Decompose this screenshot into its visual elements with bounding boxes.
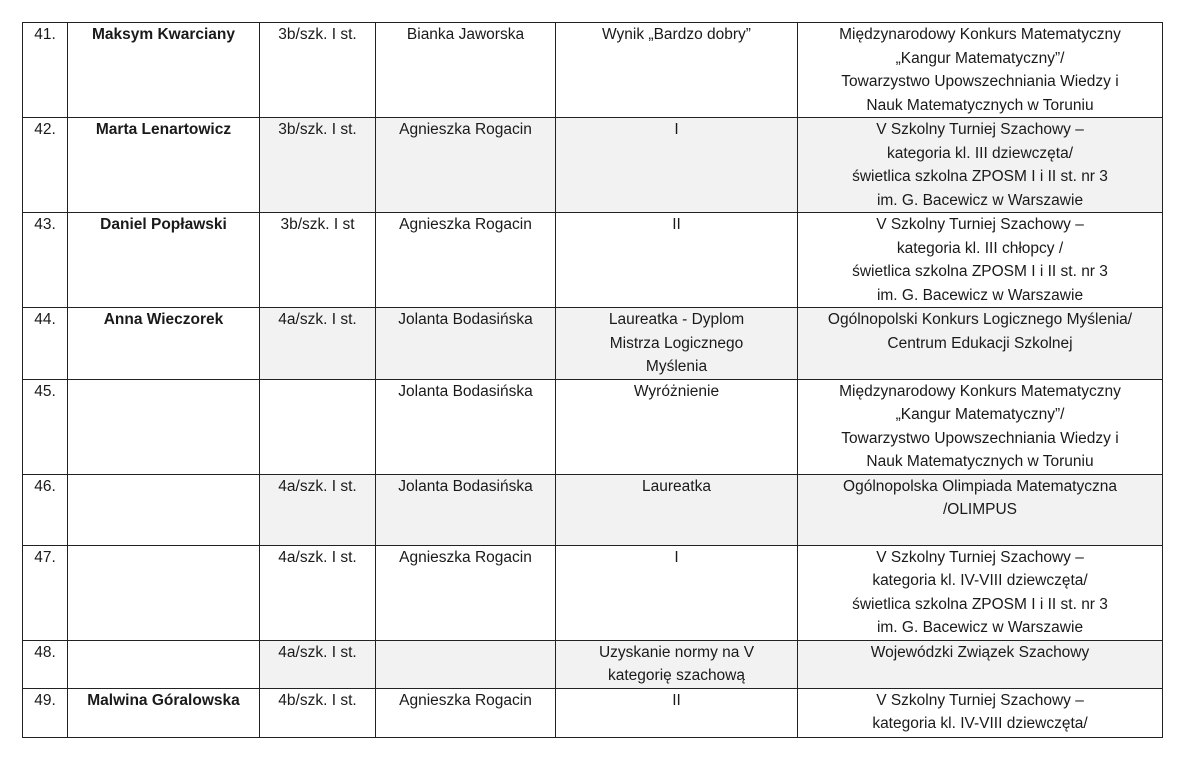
result-cell [556, 545, 798, 640]
teacher-name: Agnieszka Rogacin [399, 548, 532, 566]
row-number-cell [23, 308, 68, 380]
result-line: kategorię szachową [608, 667, 745, 684]
teacher-name-cell [376, 545, 556, 640]
teacher-name: Jolanta Bodasińska [398, 311, 533, 328]
competition-line: kategoria kl. IV-VIII dziewczęta/ [872, 715, 1088, 732]
teacher-name-cell [376, 213, 556, 308]
row-number: 44. [34, 311, 56, 328]
table-row [23, 640, 1163, 688]
competition-line: kategoria kl. III dziewczęta/ [886, 144, 1074, 162]
result-cell [556, 213, 798, 308]
competition-cell [798, 640, 1163, 688]
result-cell [556, 118, 798, 213]
teacher-name: Bianka Jaworska [406, 26, 525, 43]
result-line: Wyróżnienie [633, 382, 720, 400]
competition-line: /OLIMPUS [942, 501, 1018, 518]
teacher-name-cell [376, 23, 556, 118]
result-cell [556, 308, 798, 380]
teacher-name: Agnieszka Rogacin [399, 691, 532, 709]
table-row [23, 213, 1163, 308]
student-name-cell [68, 308, 260, 380]
competition-line: im. G. Bacewicz w Warszawie [876, 286, 1084, 304]
row-number: 48. [34, 643, 56, 661]
competition-line: świetlica szkolna ZPOSM I i II st. nr 3 [852, 263, 1108, 280]
competition-line: Centrum Edukacji Szkolnej [887, 334, 1073, 352]
competition-cell [798, 688, 1163, 737]
row-number-cell [23, 213, 68, 308]
row-number-cell [23, 545, 68, 640]
class-level-cell [260, 308, 376, 380]
class-level: 4a/szk. I st. [278, 548, 357, 566]
student-name-cell [68, 688, 260, 737]
class-level: 4a/szk. I st. [278, 311, 357, 328]
competition-line: „Kangur Matematyczny”/ [895, 49, 1065, 67]
competition-cell [798, 308, 1163, 380]
table-row [23, 688, 1163, 737]
teacher-name-cell [376, 640, 556, 688]
competition-line: Międzynarodowy Konkurs Matematyczny [839, 382, 1121, 400]
class-level-cell [260, 379, 376, 474]
class-level-cell [260, 118, 376, 213]
competition-line: Towarzystwo Upowszechniania Wiedzy i [841, 73, 1119, 90]
table-row [23, 474, 1163, 545]
student-name-cell [68, 474, 260, 545]
competition-cell [798, 213, 1163, 308]
teacher-name-cell [376, 474, 556, 545]
result-line: II [672, 691, 681, 709]
competition-cell [798, 474, 1163, 545]
awards-table-body [23, 23, 1163, 738]
table-row [23, 118, 1163, 213]
competition-line: im. G. Bacewicz w Warszawie [876, 619, 1084, 636]
result-line: I [674, 548, 679, 566]
competition-line: Nauk Matematycznych w Toruniu [866, 96, 1094, 114]
result-line: II [672, 216, 681, 233]
table-row [23, 308, 1163, 380]
table-row [23, 23, 1163, 118]
student-name-cell [68, 118, 260, 213]
awards-table [22, 22, 1163, 738]
result-line: I [674, 121, 679, 138]
competition-line: Ogólnopolska Olimpiada Matematyczna [843, 477, 1117, 495]
class-level: 3b/szk. I st [280, 216, 355, 233]
teacher-name-cell [376, 379, 556, 474]
row-number-cell [23, 688, 68, 737]
result-line: Uzyskanie normy na V [598, 643, 755, 661]
table-row [23, 379, 1163, 474]
result-cell [556, 640, 798, 688]
class-level-cell [260, 474, 376, 545]
class-level-cell [260, 640, 376, 688]
student-name-cell [68, 23, 260, 118]
teacher-name-cell [376, 308, 556, 380]
row-number: 43. [34, 216, 56, 233]
student-name: Marta Lenartowicz [95, 121, 232, 138]
teacher-name: Jolanta Bodasińska [398, 382, 533, 400]
student-name: Anna Wieczorek [103, 311, 224, 328]
result-line: Mistrza Logicznego [609, 334, 744, 352]
teacher-name-cell [376, 118, 556, 213]
row-number-cell [23, 118, 68, 213]
competition-line: świetlica szkolna ZPOSM I i II st. nr 3 [852, 595, 1108, 613]
result-cell [556, 688, 798, 737]
competition-cell [798, 23, 1163, 118]
competition-line: V Szkolny Turniej Szachowy – [876, 121, 1084, 138]
competition-line: Towarzystwo Upowszechniania Wiedzy i [841, 429, 1119, 447]
row-number: 41. [34, 26, 56, 43]
student-name-cell [68, 545, 260, 640]
row-number-cell [23, 640, 68, 688]
student-name-cell [68, 640, 260, 688]
class-level: 4a/szk. I st. [278, 477, 357, 495]
student-name: Maksym Kwarciany [91, 26, 236, 43]
row-number: 42. [34, 121, 56, 138]
class-level: 4a/szk. I st. [278, 643, 357, 661]
class-level-cell [260, 213, 376, 308]
competition-line: kategoria kl. III chłopcy / [896, 239, 1064, 257]
competition-line: im. G. Bacewicz w Warszawie [876, 191, 1084, 209]
class-level-cell [260, 688, 376, 737]
class-level-cell [260, 545, 376, 640]
student-name-cell [68, 213, 260, 308]
student-name: Daniel Popławski [100, 216, 227, 233]
competition-line: V Szkolny Turniej Szachowy – [876, 216, 1084, 233]
competition-line: świetlica szkolna ZPOSM I i II st. nr 3 [852, 168, 1108, 185]
competition-cell [798, 545, 1163, 640]
result-line: Laureatka [642, 477, 711, 495]
competition-line: Wojewódzki Związek Szachowy [870, 643, 1090, 661]
class-level-cell [260, 23, 376, 118]
competition-line: Ogólnopolski Konkurs Logicznego Myślenia/ [827, 311, 1133, 328]
class-level: 4b/szk. I st. [278, 691, 357, 709]
competition-cell [798, 379, 1163, 474]
row-number-cell [23, 379, 68, 474]
competition-line: „Kangur Matematyczny”/ [895, 406, 1065, 423]
student-name: Malwina Góralowska [87, 691, 240, 709]
competition-line: V Szkolny Turniej Szachowy – [876, 691, 1084, 709]
teacher-name: Agnieszka Rogacin [399, 216, 532, 233]
result-cell [556, 379, 798, 474]
row-number: 45. [34, 382, 56, 400]
result-cell [556, 474, 798, 545]
competition-line: kategoria kl. IV-VIII dziewczęta/ [872, 572, 1088, 589]
competition-line: Międzynarodowy Konkurs Matematyczny [839, 26, 1121, 43]
student-name-cell [68, 379, 260, 474]
row-number-cell [23, 474, 68, 545]
competition-cell [798, 118, 1163, 213]
row-number: 46. [34, 477, 56, 495]
row-number-cell [23, 23, 68, 118]
teacher-name: Jolanta Bodasińska [398, 477, 533, 495]
teacher-name: Agnieszka Rogacin [399, 121, 532, 138]
result-cell [556, 23, 798, 118]
competition-line: V Szkolny Turniej Szachowy – [876, 548, 1084, 566]
table-row [23, 545, 1163, 640]
class-level: 3b/szk. I st. [278, 121, 357, 138]
row-number: 49. [34, 691, 56, 709]
class-level: 3b/szk. I st. [278, 26, 357, 43]
result-line: Myślenia [645, 358, 708, 375]
row-number: 47. [34, 548, 56, 566]
competition-line: Nauk Matematycznych w Toruniu [866, 453, 1094, 470]
result-line: Laureatka - Dyplom [608, 311, 745, 328]
result-line: Wynik „Bardzo dobry” [602, 26, 751, 43]
teacher-name-cell [376, 688, 556, 737]
